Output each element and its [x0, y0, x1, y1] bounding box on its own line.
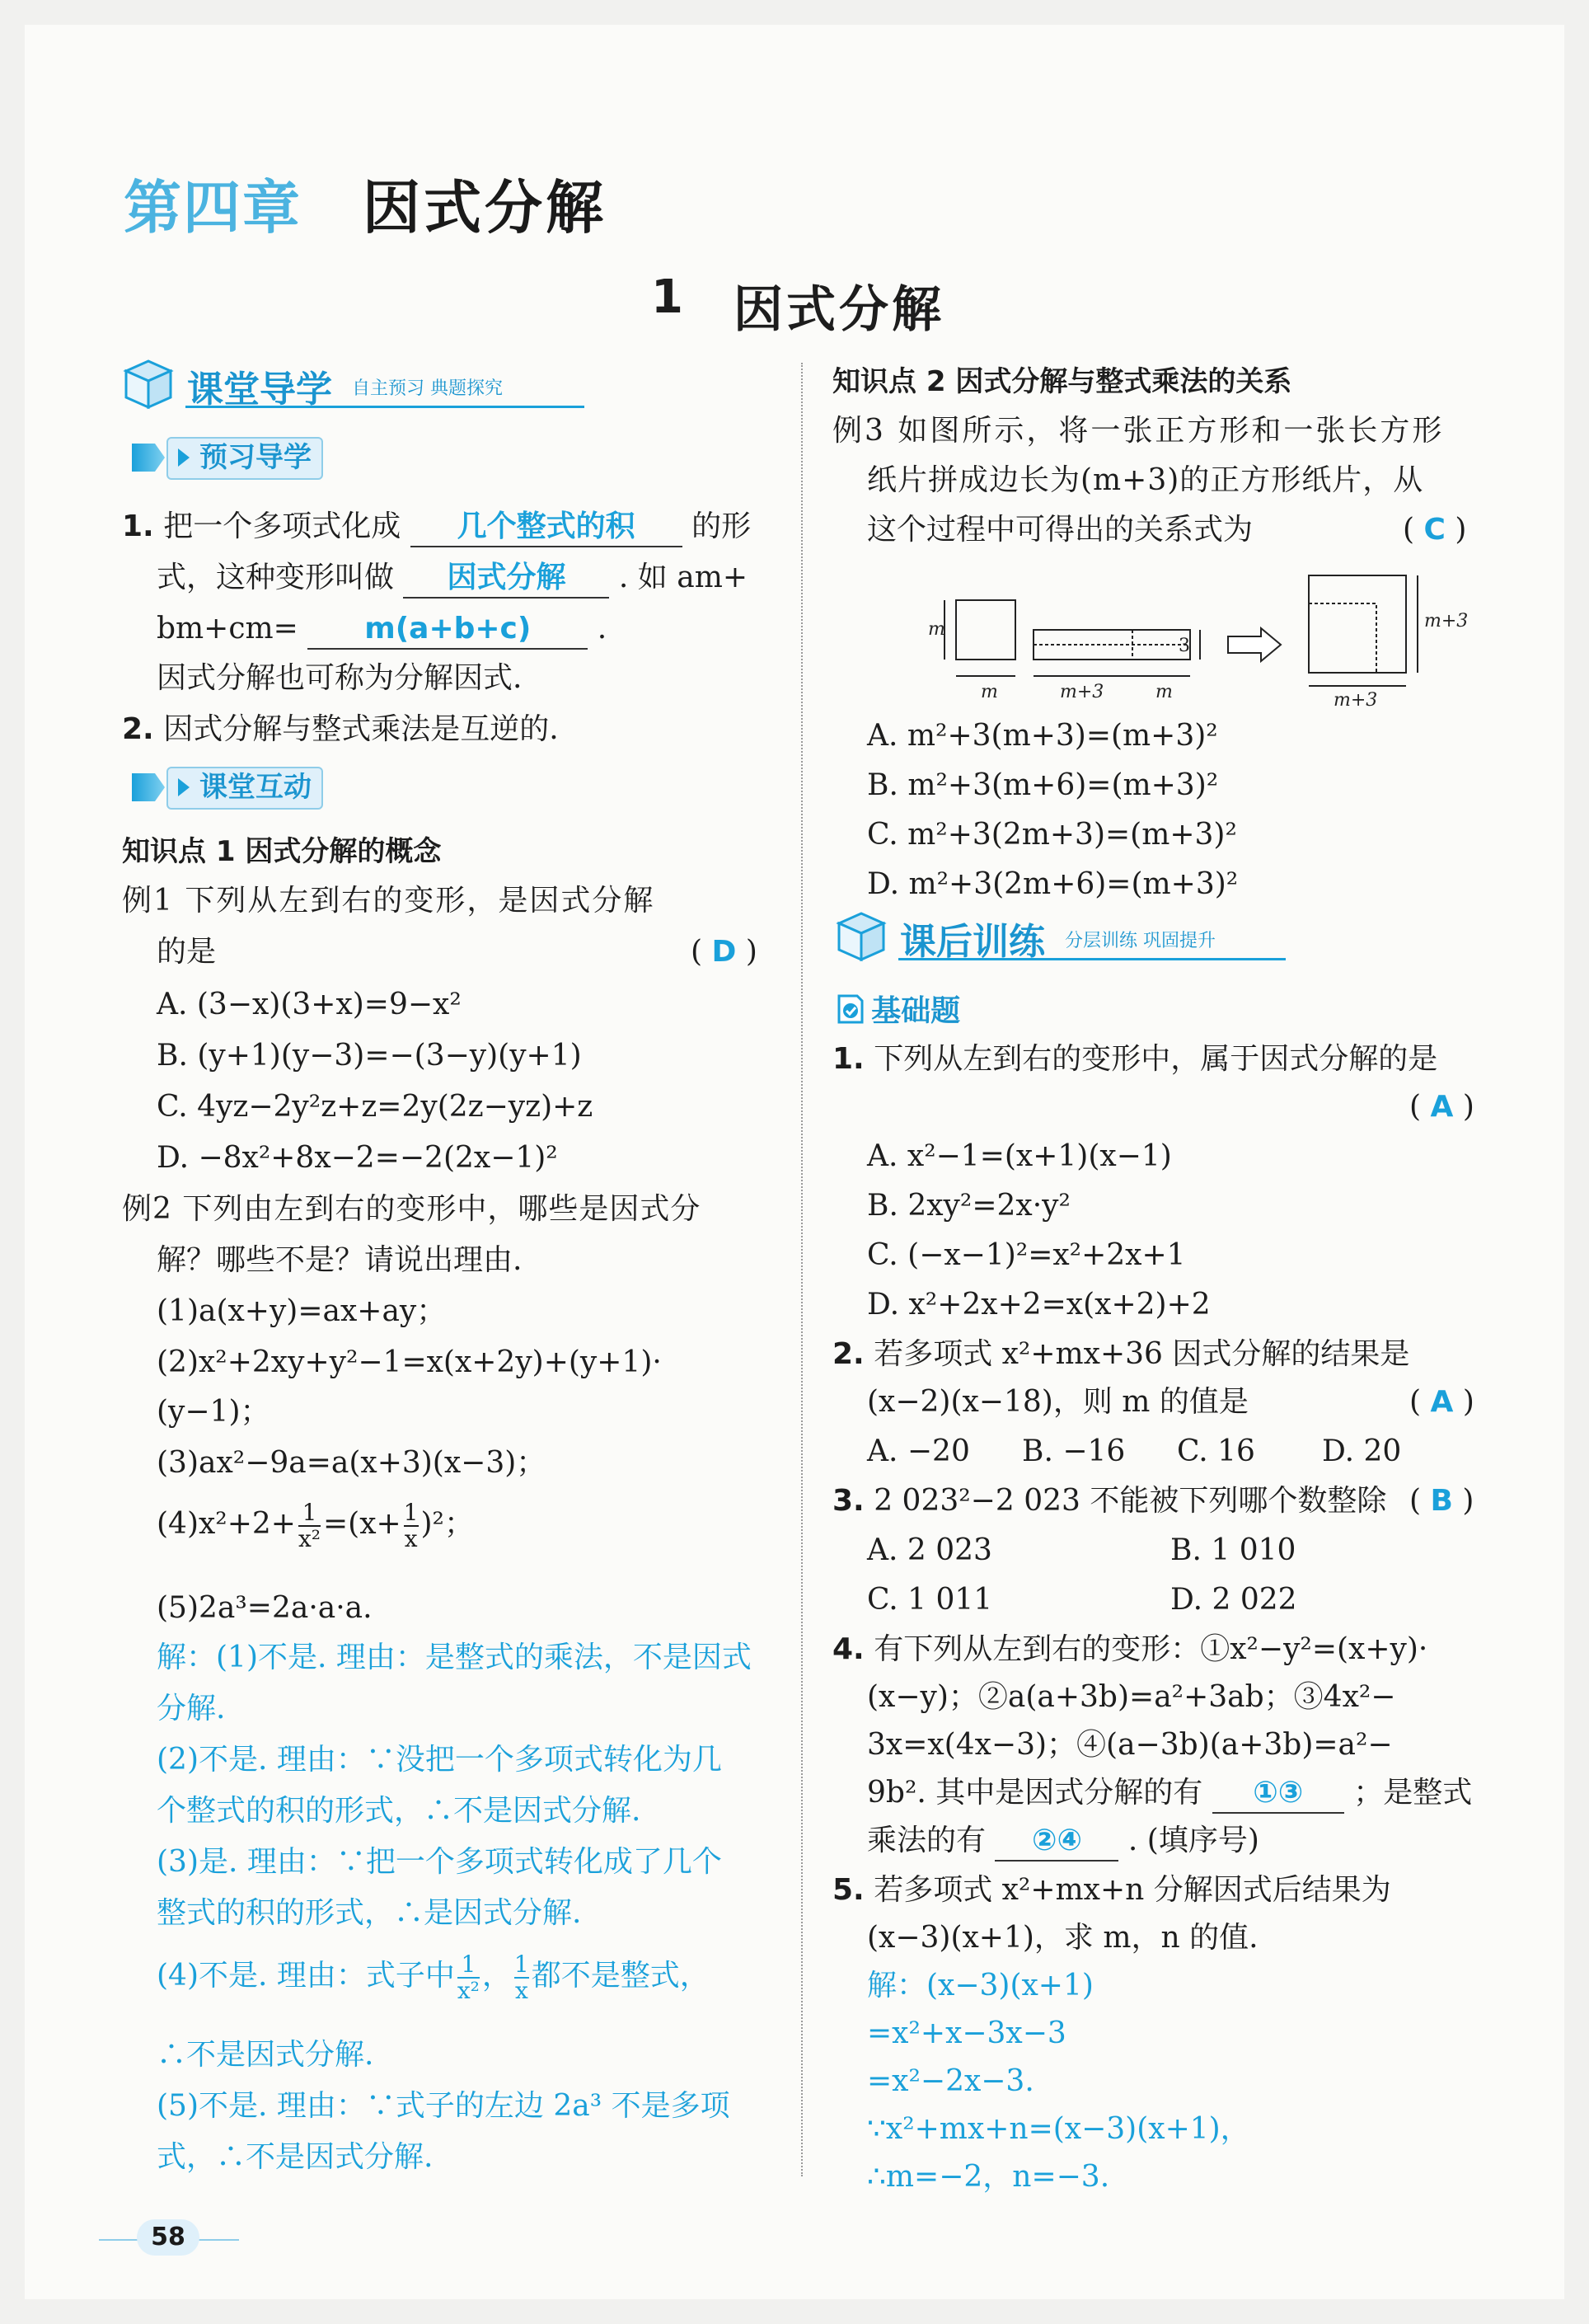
- example-1-line2: 的是: [157, 935, 217, 969]
- preview-item-1: [122, 508, 751, 547]
- solution-2-line2: 个整式的积的形式，∴不是因式分解.: [157, 1794, 641, 1828]
- denominator: x: [404, 1525, 418, 1552]
- numerator: 1: [461, 1951, 476, 1978]
- example-3-line2: 纸片拼成边长为(m+3)的正方形纸片，从: [867, 463, 1424, 497]
- fraction: [404, 1500, 419, 1552]
- tag-preview-label: 预习导学: [199, 441, 312, 474]
- solution-5-step3: =x²−2x−3.: [867, 2064, 1034, 2098]
- solution-2-line1: (2)不是. 理由：∵没把一个多项式转化为几: [157, 1743, 722, 1777]
- example-2-item-5: (5)2a³=2a·a·a.: [157, 1591, 373, 1625]
- page-number-badge: [99, 2219, 239, 2261]
- solution-5-line2: 式，∴不是因式分解.: [157, 2140, 434, 2174]
- label-m-bottom: m: [981, 682, 998, 702]
- text: bm+cm=: [157, 612, 298, 646]
- question-text: 若多项式 x²+mx+36 因式分解的结果是: [874, 1337, 1410, 1371]
- example-1-line1: 例1 下列从左到右的变形，是因式分解: [122, 884, 655, 918]
- text: 9b². 其中是因式分解的有: [867, 1776, 1203, 1810]
- example-2-item-4: [157, 1500, 474, 1552]
- numerator: 1: [302, 1499, 317, 1526]
- question-3-option-c: C. 1 011: [867, 1583, 993, 1617]
- result-square: [1309, 575, 1406, 673]
- page-number: 58: [137, 2219, 199, 2256]
- solution-3-line2: 整式的积的形式，∴是因式分解.: [157, 1896, 582, 1930]
- question-text: 下列从左到右的变形中，属于因式分解的是: [874, 1042, 1438, 1076]
- text: 把一个多项式化成: [163, 509, 401, 543]
- label-m3-right: m+3: [1424, 611, 1469, 631]
- check-icon: [834, 993, 867, 1026]
- question-number: 5.: [832, 1873, 865, 1907]
- answer-fill-3: m(a+b+c): [307, 610, 588, 650]
- numerator: 1: [403, 1499, 419, 1526]
- question-3-option-d: D. 2 022: [1170, 1583, 1297, 1617]
- example-3-line3: 这个过程中可得出的关系式为: [867, 513, 1254, 547]
- text: (4)x²+2+: [157, 1507, 296, 1541]
- text: =(x+: [322, 1507, 401, 1541]
- answer-letter: D: [711, 935, 737, 969]
- question-4: [832, 1631, 1427, 1669]
- tag-class-label: 课堂互动: [199, 771, 312, 804]
- question-4-line3: 3x=x(4x−3)；④(a−3b)(a+3b)=a²−: [867, 1728, 1393, 1762]
- denominator: x: [514, 1977, 528, 2004]
- text: .: [597, 612, 607, 646]
- example-3-option-a: A. m²+3(m+3)=(m+3)²: [867, 719, 1218, 753]
- question-3-answer: ( B ): [1409, 1484, 1474, 1518]
- question-5: [832, 1871, 1391, 1909]
- banner-underline: [185, 406, 584, 408]
- example-1-option-d: D. −8x²+8x−2=−2(2x−1)²: [157, 1141, 558, 1175]
- solution-1-line2: 分解.: [157, 1692, 226, 1725]
- question-2-option-a: A. −20: [867, 1434, 970, 1468]
- fraction: [457, 1952, 480, 2003]
- question-2-answer: ( A ): [1409, 1385, 1474, 1419]
- fraction: [514, 1952, 529, 2003]
- example-3-option-d: D. m²+3(2m+6)=(m+3)²: [867, 867, 1239, 901]
- question-number: 2.: [832, 1337, 865, 1371]
- banner-title: 课后训练: [900, 921, 1045, 963]
- solution-4-line1: [157, 1952, 710, 2003]
- question-4-line2: (x−y)；②a(a+3b)=a²+3ab；③4x²−: [867, 1680, 1396, 1714]
- solution-5-step2: =x²+x−3x−3: [867, 2016, 1066, 2050]
- question-text: 若多项式 x²+mx+n 分解因式后结果为: [874, 1873, 1391, 1907]
- banner-subtitle: 分层训练 巩固提升: [1065, 931, 1216, 951]
- question-3-option-b: B. 1 010: [1170, 1533, 1296, 1567]
- banner-underline: [898, 958, 1286, 960]
- question-1-option-a: A. x²−1=(x+1)(x−1): [867, 1139, 1172, 1173]
- fraction: [298, 1500, 321, 1552]
- preview-item-1-line2: [157, 559, 748, 599]
- question-2-option-c: C. 16: [1177, 1434, 1255, 1468]
- banner-classroom: [120, 354, 598, 420]
- question-4-line5: [867, 1822, 1259, 1862]
- question-2-option-d: D. 20: [1322, 1434, 1402, 1468]
- question-number: 4.: [832, 1632, 865, 1666]
- question-text: 2 023²−2 023 不能被下列哪个数整除: [874, 1484, 1387, 1518]
- example-3-option-c: C. m²+3(2m+3)=(m+3)²: [867, 818, 1237, 852]
- section-number: 1: [651, 270, 683, 324]
- label-m3-bottom: m+3: [1060, 682, 1104, 702]
- text: . (填序号): [1127, 1824, 1259, 1857]
- label-m-left: m: [928, 619, 945, 640]
- answer-fill-1: 几个整式的积: [410, 508, 682, 547]
- text: 乘法的有: [867, 1824, 987, 1857]
- item-number: 2.: [122, 712, 154, 746]
- question-1-option-c: C. (−x−1)²=x²+2x+1: [867, 1238, 1186, 1272]
- column-divider: [801, 363, 803, 2176]
- example-2-line2: 解？哪些不是？请说出理由.: [157, 1243, 523, 1277]
- solution-5-step5: ∴m=−2，n=−3.: [867, 2160, 1110, 2194]
- banner-title: 课堂导学: [187, 369, 332, 411]
- label-m3-result: m+3: [1334, 690, 1378, 709]
- example-1-option-c: C. 4yz−2y²z+z=2y(2z−yz)+z: [157, 1090, 593, 1124]
- arrow-icon: [178, 778, 190, 796]
- cube-icon: [120, 354, 177, 412]
- question-1-option-b: B. 2xy²=2x·y²: [867, 1189, 1071, 1223]
- text: 因式分解与整式乘法是互逆的.: [163, 712, 559, 746]
- question-5-line2: (x−3)(x+1)，求 m，n 的值.: [867, 1921, 1259, 1955]
- solution-3-line1: (3)是. 理由：∵把一个多项式转化成了几个: [157, 1845, 722, 1879]
- answer-letter: A: [1430, 1385, 1454, 1419]
- example-2-item-2: (2)x²+2xy+y²−1=x(x+2y)+(y+1)·: [157, 1345, 662, 1379]
- example-3-line1: 例3 如图所示，将一张正方形和一张长方形: [832, 414, 1445, 448]
- square-piece: [956, 600, 1015, 660]
- text: )²；: [420, 1507, 474, 1541]
- text: (4)不是. 理由：式子中: [157, 1959, 455, 1993]
- basic-heading-label: 基础题: [871, 994, 961, 1028]
- example-3-figure: [898, 561, 1475, 709]
- label-m-rect: m: [1155, 682, 1173, 702]
- text: 式，这种变形叫做: [157, 561, 395, 594]
- example-2-item-3: (3)ax²−9a=a(x+3)(x−3)；: [157, 1446, 546, 1480]
- knowledge-point-1: 知识点 1 因式分解的概念: [122, 835, 442, 868]
- preview-item-2: [122, 711, 559, 749]
- denominator: x²: [457, 1977, 480, 2004]
- question-4-line4: [867, 1774, 1472, 1814]
- text: 的形: [691, 509, 752, 543]
- question-1-answer: ( A ): [1409, 1090, 1474, 1124]
- solution-4-line2: ∴不是因式分解.: [157, 2038, 374, 2072]
- example-3-option-b: B. m²+3(m+6)=(m+3)²: [867, 768, 1219, 802]
- solution-5-step1: 解：(x−3)(x+1): [867, 1969, 1094, 2002]
- answer-fill-multiplication: ②④: [995, 1822, 1118, 1862]
- solution-5-line1: (5)不是. 理由：∵式子的左边 2a³ 不是多项: [157, 2089, 730, 2123]
- section-title: 因式分解: [734, 281, 944, 339]
- question-number: 3.: [832, 1484, 865, 1518]
- answer-fill-2: 因式分解: [403, 559, 609, 599]
- textbook-page: [25, 25, 1564, 2299]
- example-2-item-2b: (y−1)；: [157, 1395, 270, 1429]
- answer-fill-factorization: ①③: [1212, 1774, 1344, 1814]
- example-3-answer: ( C ): [1403, 513, 1467, 547]
- answer-letter: A: [1430, 1090, 1454, 1124]
- example-2-line1: 例2 下列由左到右的变形中，哪些是因式分: [122, 1192, 701, 1226]
- chapter-title: 因式分解: [363, 174, 607, 242]
- text: ，: [481, 1959, 512, 1993]
- example-1-answer: ( D ): [691, 935, 757, 969]
- label-three: 3: [1179, 636, 1190, 656]
- question-2-option-b: B. −16: [1022, 1434, 1126, 1468]
- example-2-item-1: (1)a(x+y)=ax+ay；: [157, 1294, 447, 1328]
- question-2-line2: (x−2)(x−18)，则 m 的值是: [867, 1385, 1249, 1419]
- question-3-option-a: A. 2 023: [867, 1533, 992, 1567]
- item-number: 1.: [122, 509, 154, 543]
- tag-class-interaction: [166, 767, 323, 810]
- question-3: [832, 1482, 1386, 1520]
- answer-letter: C: [1423, 513, 1446, 547]
- tag-preview: [166, 437, 323, 480]
- chapter-label: 第四章: [124, 174, 302, 242]
- text: ；是整式: [1353, 1776, 1473, 1810]
- answer-letter: B: [1430, 1484, 1453, 1518]
- banner-after-class: [832, 907, 1310, 973]
- preview-item-1-line3: [157, 610, 607, 650]
- text: 都不是整式，: [531, 1959, 710, 1993]
- numerator: 1: [513, 1951, 529, 1978]
- text: . 如 am+: [618, 561, 748, 594]
- banner-subtitle: 自主预习 典题探究: [352, 378, 503, 399]
- solution-1-line1: 解：(1)不是. 理由：是整式的乘法，不是因式: [157, 1641, 752, 1674]
- cube-icon: [832, 907, 890, 965]
- question-1-option-d: D. x²+2x+2=x(x+2)+2: [867, 1288, 1211, 1322]
- question-text: 有下列从左到右的变形：①x²−y²=(x+y)·: [874, 1632, 1428, 1666]
- preview-item-1-line4: 因式分解也可称为分解因式.: [157, 661, 523, 695]
- basic-heading: [834, 988, 960, 1030]
- question-1: [832, 1040, 1437, 1078]
- knowledge-point-2: 知识点 2 因式分解与整式乘法的关系: [832, 365, 1292, 398]
- example-1-option-a: A. (3−x)(3+x)=9−x²: [157, 988, 462, 1021]
- question-2: [832, 1336, 1409, 1373]
- question-number: 1.: [832, 1042, 865, 1076]
- arrow-icon: [178, 448, 190, 467]
- example-1-option-b: B. (y+1)(y−3)=−(3−y)(y+1): [157, 1039, 582, 1073]
- solution-5-step4: ∵x²+mx+n=(x−3)(x+1)，: [867, 2112, 1250, 2146]
- denominator: x²: [298, 1525, 321, 1552]
